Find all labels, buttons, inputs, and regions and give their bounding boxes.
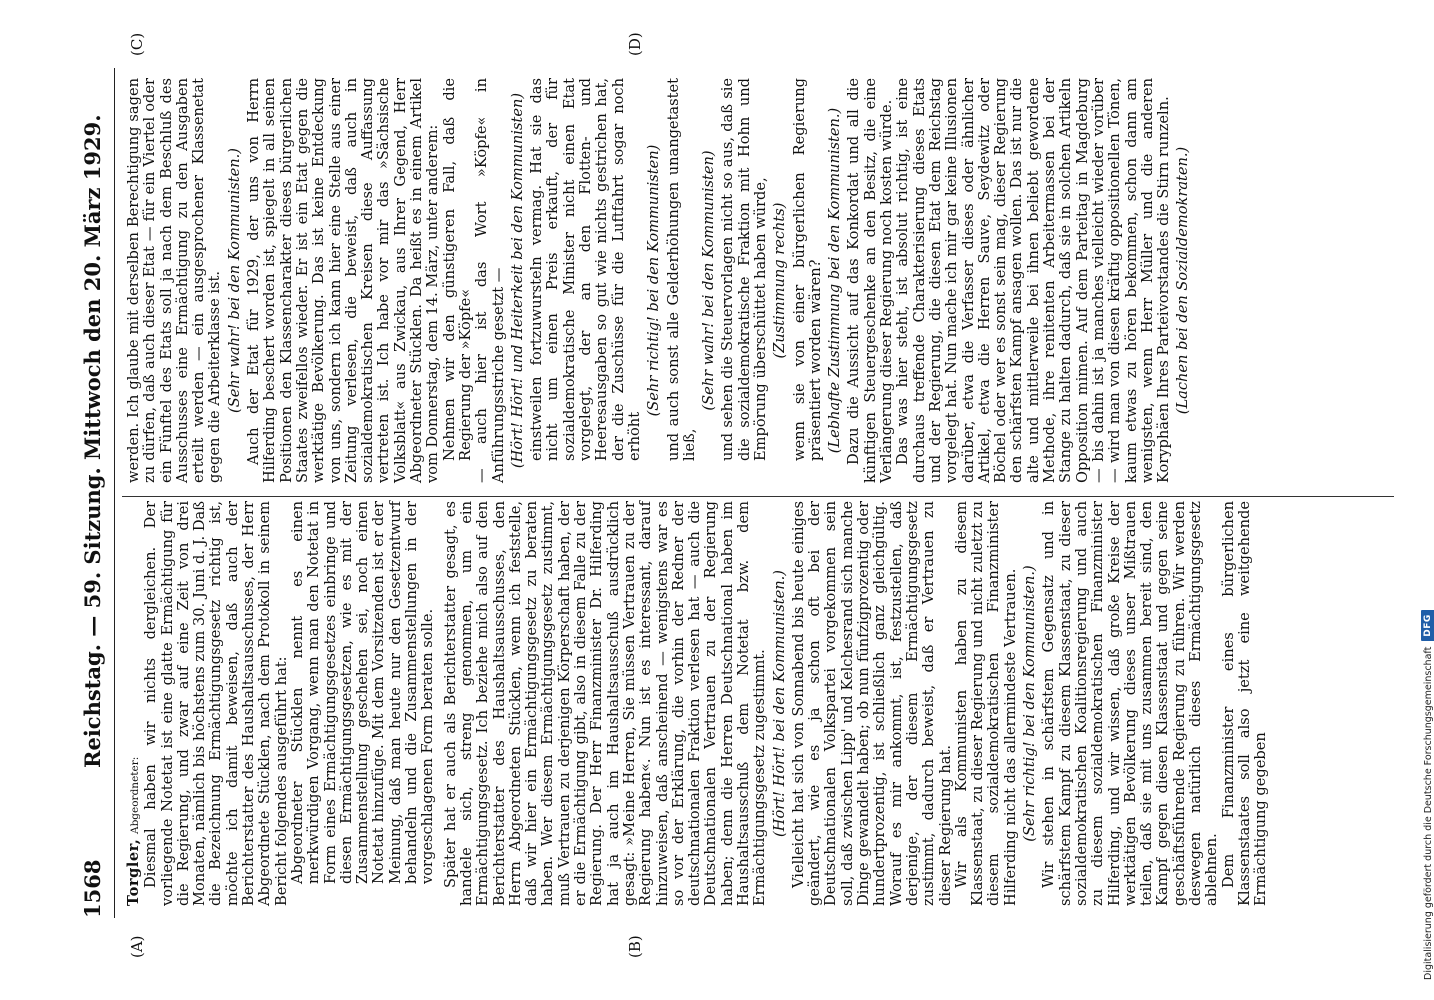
- quoted-paragraph: wenn sie von einer bürgerlichen Regierung präsentiert worden wären?: [790, 78, 824, 461]
- paragraph: Später hat er auch als Berichterstatter gesagt, es handele sich, streng genommen, um ein Ermächtigungsgesetz. Ich beziehe mich also auf den Berichterstatter des Haushaltsausschusses, den Herrn Abgeordneten Stücklen, wenn ich feststelle, daß wir hier ein Ermächtigungsgesetz zu beraten haben. Wer diesem Ermächtigungsgesetz zustimmt, muß Vertrauen zu derjenigen Körperschaft haben, der er die Ermächtigung gibt, also in diesem Falle zu der Regierung. Der Herr Finanzminister Dr. Hilferding hat ja auch im Haushaltsausschuß ausdrücklich gesagt: »Meine Herren, Sie müssen Vertrauen zu der Regierung haben«. Nun ist es interessant, darauf hinzuweisen, daß anscheinend — wenigstens war es so vor der Erklärung, die vorhin der Redner der deutschnationalen Fraktion verlesen hat — auch die Deutschnationalen Vertrauen zu der Regierung haben; denn die Herren Deutschnational haben im Haushaltsausschuß dem Notetat bzw. dem Ermächtigungsgesetz zugestimmt.: [441, 501, 769, 906]
- right-column: [126, 78, 1195, 483]
- paragraph: Auch der Etat für 1929, der uns von Herrn Hilferding beschert worden ist, spiegelt in all seinen Positionen den Klassencharakter dieses bürgerlichen Staates zweifellos wieder. Er ist ein Etat gegen die werktätige Bevölkerung. Das ist keine Entdeckung von uns, sondern ich kann hier eine Stelle aus einer Zeitung verlesen, die beweist, daß auch in sozialdemokratischen Kreisen diese Auffassung vertreten ist. Ich habe vor mir das »Sächsische Volksblatt« aus Zwickau, aus Ihrer Gegend, Herr Abgeordneter Stücklen. Da heißt es in einem Artikel vom Donnerstag, dem 14. März, unter anderem:: [245, 78, 442, 483]
- interjection: (Zustimmung rechts): [771, 202, 789, 359]
- margin-mark-c: (C): [128, 32, 146, 56]
- speaker-note: Abgeordneter:: [129, 756, 141, 834]
- paragraph: Vielleicht hat sich von Sonnabend bis heute einiges geändert, wie es ja schon oft bei der Deutschnationalen Volkspartei vorgekommen sein soll, daß zwischen Lipp' und Kelchesrand sich manche Dinge gewandelt haben; ob nun fünfzigprozentig oder hundertprozentig, ist schließlich ganz gleichgültig. Worauf es mir ankommt, ist, festzustellen, daß derjenige, der diesem Ermächtigungsgesetz zustimmt, dadurch beweist, daß er Vertrauen zu dieser Regierung hat.: [789, 501, 954, 906]
- quoted-paragraph: Abgeordneter Stücklen nennt es einen merkwürdigen Vorgang, wenn man den Notetat in Form eines Ermächtigungsgesetzes einbringe und diesen Ermächtigungsgesetzen, wie es mit der Zusammenstellung geschehen sei, noch einen Notetat hinzufüge. Mit dem Vorsitzenden ist er der Meinung, daß man heute nur den Gesetzentwurf behandeln und die Zusammenstellungen in der vorgeschlagenen Form beraten solle.: [288, 501, 437, 884]
- interjection: (Lachen bei den Sozialdemokraten.): [1174, 146, 1192, 415]
- margin-mark-b: (B): [626, 935, 644, 958]
- speaker-line: [126, 501, 143, 906]
- quoted-paragraph: einstweilen fortzuwursteln vermag. Hat sie das nicht um einen Preis erkauft, der für sozialdemokratische Minister nicht einen Etat vorgelegt, der an den Flotten- und Heeresausgaben so gut wie nichts gestrichen hat, der die Zuschüsse für die Luftfahrt sogar noch erhöht: [528, 78, 643, 461]
- quoted-paragraph: und auch sonst alle Gelderhöhungen unangetastet ließ,: [664, 78, 698, 461]
- dfg-logo: DFG: [1421, 610, 1434, 641]
- paragraph: Wir stehen in schärfstem Gegensatz und in schärfstem Kampf zu diesem Klassenstaat, zu dieser sozialdemokratischen Koalitionsregierung und auch zu diesem sozialdemokratischen Finanzminister Hilferding, und wir wissen, daß große Kreise der werktätigen Bevölkerung dieses unser Mißtrauen teilen, daß sie mit uns zusammen bereit sind, den Kampf gegen diesen Klassenstaat und gegen seine geschäftsführende Regierung zu führen. Wir werden deswegen natürlich dieses Ermächtigungsgesetz ablehnen.: [1040, 501, 1221, 906]
- header-rule: [114, 68, 115, 918]
- paragraph: — auch hier ist das Wort »Köpfe« in Anführungsstriche gesetzt —: [473, 78, 507, 483]
- interjection: (Sehr richtig! bei den Kommunisten.): [1021, 565, 1039, 842]
- interjection: (Sehr richtig! bei den Kommunisten): [645, 144, 663, 417]
- paragraph: Dazu die Aussicht auf das Konkordat und all die künftigen Steuergeschenke an den Besitz, die eine Verlängerung dieser Regierung noch kosten würde.: [845, 78, 896, 483]
- paragraph: Das was hier steht, ist absolut richtig, ist eine durchaus treffende Charakterisierung dieses Etats und der Regierung, die diesen Etat dem Reichstag vorgelegt hat. Nun mache ich mir gar keine Illusionen darüber, etwa die Verfasser dieses oder ähnlicher Artikel, etwa die Herren Sauve, Seydewitz oder Böchel oder wer es sonst sein mag, dieser Regierung den schärfsten Kampf ansagen wollen. Das ist nur die alte und mittlerweile bei ihnen beliebt gewordene Methode, ihre renitenten Arbeitermassen bei der Stange zu halten dadurch, daß sie in solchen Artikeln Opposition mimen. Auf dem Parteitag in Magdeburg — bis dahin ist ja manches vielleicht wieder vorüber — wird man von diesen kräftig oppositionellen Tönen, kaum etwas zu hören bekommen, schon dann am wenigsten, wenn Herr Müller und die anderen Koryphäen Ihres Parteivorstandes die Stirn runzeln.: [894, 78, 1173, 483]
- interjection: (Sehr wahr! bei den Kommunisten.): [225, 148, 243, 413]
- digitization-stamp: [1418, 0, 1434, 980]
- margin-mark-a: (A): [128, 935, 146, 958]
- paragraph: Dem Finanzminister eines bürgerlichen Klassenstaates soll also jetzt eine weitgehende Ermächtigung gegeben: [1219, 501, 1270, 906]
- quoted-paragraph: Nehmen wir den günstigeren Fall, daß die Regierung der »Köpfe«: [440, 78, 474, 461]
- left-column: [126, 501, 1269, 906]
- paragraph: Diesmal haben wir nichts dergleichen. Der vorliegende Notetat ist eine glatte Ermächtigung für die Regierung, und zwar auf eine Zeit von drei Monaten, nämlich bis höchstens zum 30. Juni d. J. Daß die Bezeichnung Ermächtigungsgesetz richtig ist, möchte ich damit beweisen, daß auch der Berichterstatter des Haushaltsausschusses, der Herr Abgeordnete Stücklen, nach dem Protokoll in seinem Bericht folgendes ausgeführt hat:: [142, 501, 290, 906]
- speaker-name: Torgler,: [125, 838, 142, 906]
- paragraph: werden. Ich glaube mit derselben Berechtigung sagen zu dürfen, daß auch dieser Etat — für ein Viertel oder ein Fünftel des Etats soll ja nach dem Beschluß des Ausschusses eine Ermächtigung zu den Ausgaben erteilt werden — ein ausgesprochener Klassenetat gegen die Arbeiterklasse ist.: [125, 78, 224, 483]
- stamp-text: Digitalisierung gefördert durch die Deutsche Forschungsgemeinschaft: [1422, 646, 1434, 980]
- margin-mark-d: (D): [626, 32, 644, 56]
- interjection: (Sehr wahr! bei den Kommunisten): [700, 150, 718, 411]
- page-title: Reichstag. — 59. Sitzung. Mittwoch den 20. März 1929.: [80, 114, 105, 768]
- interjection: (Hört! Hört! und Heiterkeit bei den Kommunisten): [508, 92, 526, 469]
- newspaper-page: [70, 32, 1400, 958]
- page-number: 1568: [80, 859, 105, 918]
- interjection: (Hört! Hört! bei den Kommunisten.): [770, 570, 788, 837]
- quoted-paragraph: und sehen die Steuervorlagen nicht so aus, daß sie die sozialdemokratische Fraktion mit Hohn und Empörung überschüttet haben würde,: [719, 78, 769, 461]
- column-divider: [122, 496, 1394, 497]
- page-header: [70, 68, 116, 918]
- paragraph: Wir als Kommunisten haben zu diesem Klassenstaat, zu dieser Regierung und nicht zuletzt zu diesem sozialdemokratischen Finanzminister Hilferding nicht das allermindeste Vertrauen.: [952, 501, 1019, 906]
- interjection: (Lebhafte Zustimmung bei den Kommunisten.): [826, 107, 844, 454]
